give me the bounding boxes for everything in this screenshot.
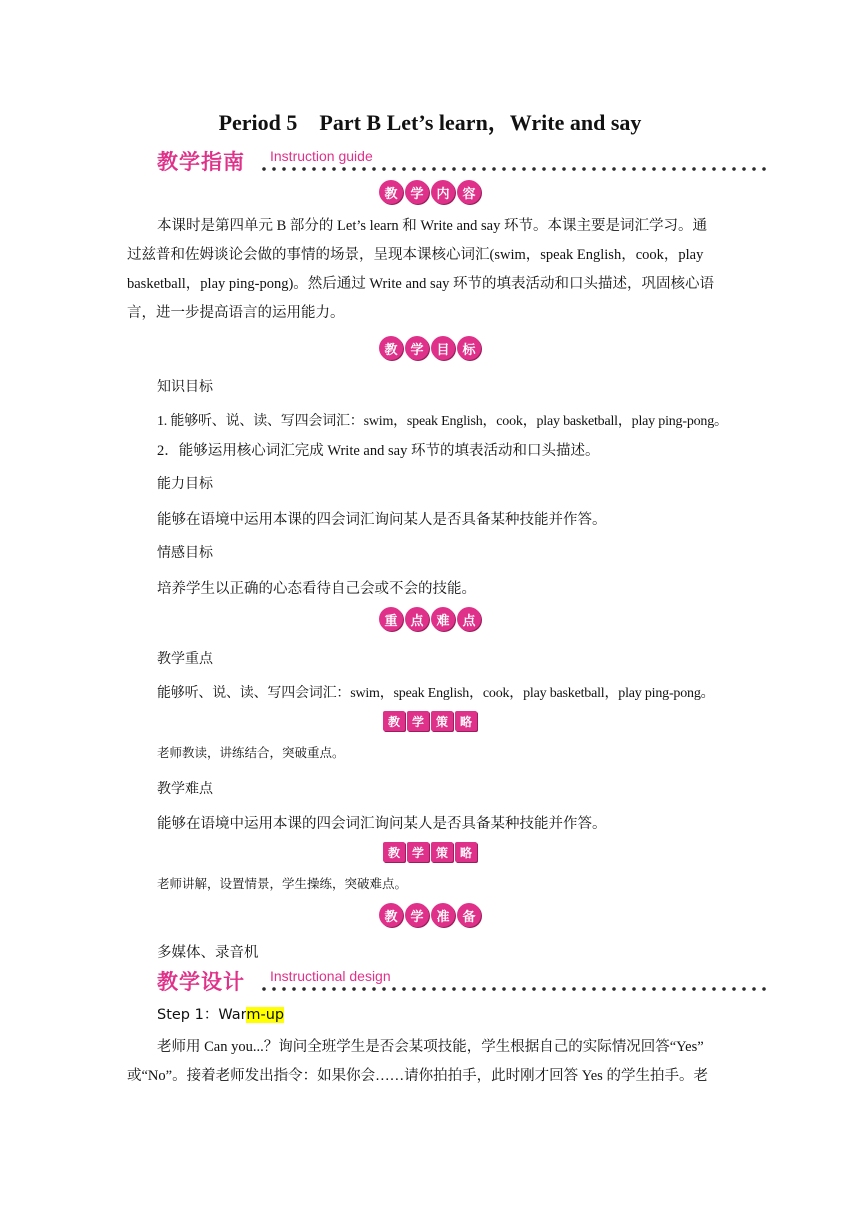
- step1-line-text: 老师用 Can you...？询问全班学生是否会某项技能，学生根据自己的实际情况回答“Yes”: [157, 1039, 704, 1055]
- dotted-divider: [259, 986, 767, 992]
- badge-char: 教: [383, 711, 405, 731]
- badge-char: 略: [455, 711, 477, 731]
- instructional-design-en: Instructional design: [270, 968, 391, 984]
- key-strategy-text: 老师教读，讲练结合，突破重点。: [157, 745, 345, 760]
- badge-char: 点: [405, 607, 429, 631]
- difficulty-heading: 教学难点: [157, 781, 213, 797]
- instruction-guide-en: Instruction guide: [270, 148, 373, 164]
- badge-char: 教: [383, 842, 405, 862]
- badge-char: 标: [457, 336, 481, 360]
- instructional-design-header: [157, 966, 767, 1000]
- badge-char: 容: [457, 180, 481, 204]
- instructional-design-zh: 教学设计: [157, 970, 245, 994]
- badge-char: 目: [431, 336, 455, 360]
- dotted-divider: [259, 166, 767, 172]
- badge-char: 学: [405, 336, 429, 360]
- badge-char: 学: [407, 711, 429, 731]
- badge-char: 策: [431, 711, 453, 731]
- key-strategy-badge: [0, 711, 860, 731]
- goals-badge: [0, 336, 860, 360]
- instruction-guide-zh: 教学指南: [157, 150, 245, 174]
- step1-line: 或“No”。接着老师发出指令：如果你会……请你拍拍手，此时刚才回答 Yes 的学生拍手。老: [127, 1068, 708, 1084]
- step1-paragraph: [127, 1033, 737, 1091]
- difficulty-strategy-badge: [0, 842, 860, 862]
- emotion-heading: 情感目标: [157, 545, 213, 561]
- badge-char: 点: [457, 607, 481, 631]
- ability-text: 能够在语境中运用本课的四会词汇询问某人是否具备某种技能并作答。: [157, 512, 607, 528]
- badge-char: 备: [457, 903, 481, 927]
- badge-char: 重: [379, 607, 403, 631]
- badge-char: 学: [405, 903, 429, 927]
- badge-char: 略: [455, 842, 477, 862]
- instruction-guide-header: [157, 146, 767, 180]
- step1-highlight: m-up: [246, 1007, 285, 1023]
- badge-char: 教: [379, 903, 403, 927]
- content-line: 过兹普和佐姆谈论会做的事情的场景，呈现本课核心词汇(swim，speak English，cook，play: [127, 247, 704, 263]
- content-line: 言，进一步提高语言的运用能力。: [127, 305, 345, 321]
- step1-line: [127, 1033, 737, 1062]
- ability-heading: 能力目标: [157, 476, 213, 492]
- knowledge-item-2: 2．能够运用核心词汇完成 Write and say 环节的填表活动和口头描述。: [157, 443, 600, 459]
- content-paragraph: [127, 212, 737, 328]
- key-point-heading: 教学重点: [157, 651, 213, 667]
- badge-char: 准: [431, 903, 455, 927]
- prep-badge: [0, 903, 860, 927]
- step1-heading: [157, 1003, 284, 1024]
- key-point-text: 能够听、说、读、写四会词汇：swim，speak English，cook，play basketball，play ping-pong。: [157, 686, 715, 701]
- page-title: Period 5 Part B Let’s learn，Write and say: [218, 110, 642, 135]
- content-line-text: 本课时是第四单元 B 部分的 Let’s learn 和 Write and say 环节。本课主要是词汇学习。通: [157, 218, 707, 234]
- emotion-text: 培养学生以正确的心态看待自己会或不会的技能。: [157, 581, 476, 597]
- focus-badge: [0, 607, 860, 631]
- difficulty-strategy-text: 老师讲解，设置情景，学生操练，突破难点。: [157, 876, 408, 891]
- badge-char: 学: [407, 842, 429, 862]
- knowledge-heading: 知识目标: [157, 379, 213, 395]
- step1-prefix: Step 1：War: [157, 1007, 247, 1023]
- badge-char: 学: [405, 180, 429, 204]
- badge-char: 难: [431, 607, 455, 631]
- difficulty-text: 能够在语境中运用本课的四会词汇询问某人是否具备某种技能并作答。: [157, 816, 607, 832]
- content-line: basketball，play ping-pong)。然后通过 Write and say 环节的填表活动和口头描述，巩固核心语: [127, 276, 714, 292]
- badge-char: 教: [379, 336, 403, 360]
- knowledge-item-1: 1. 能够听、说、读、写四会词汇：swim，speak English，cook，play basketball，play ping-pong。: [157, 414, 728, 429]
- prep-text: 多媒体、录音机: [157, 945, 259, 961]
- content-line: [127, 212, 737, 241]
- badge-char: 策: [431, 842, 453, 862]
- content-badge: [0, 180, 860, 204]
- badge-char: 教: [379, 180, 403, 204]
- badge-char: 内: [431, 180, 455, 204]
